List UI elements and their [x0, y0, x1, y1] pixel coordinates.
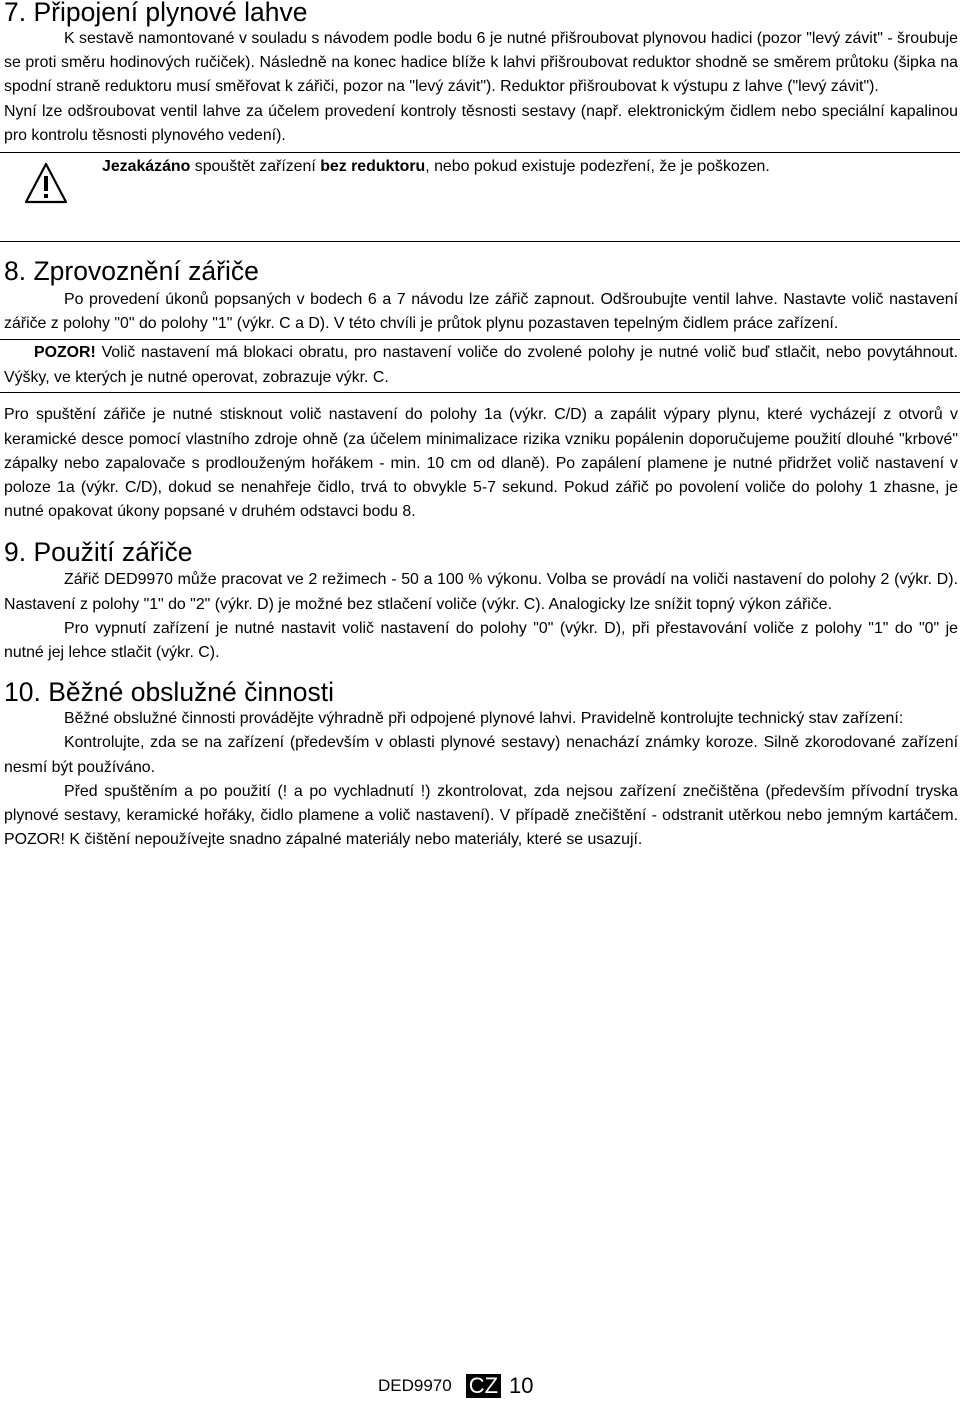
section-10-paragraph-1: Běžné obslužné činnosti provádějte výhradně při odpojené plynové lahvi. Pravidelně kontrolujte technický stav zařízení: [64, 710, 904, 728]
page-footer [378, 1374, 534, 1398]
section-9-paragraph-2: Pro vypnutí zařízení je nutné nastavit volič nastavení do polohy "0" (výkr. D), při přestavování voliče z polohy "1" do "0" je nutné jej lehce stlačit (výkr. C). [4, 619, 958, 662]
caution-label: POZOR! [34, 344, 96, 362]
section-8-paragraph-2: Pro spuštění zářiče je nutné stisknout volič nastavení do polohy 1a (výkr. C/D) a zapálit výpary plynu, které vycházejí z otvorů v keramické desce pomocí vlastního zdroje ohně (za účelem minimalizace rizika vzniku popálenin doporučujeme použití dlouhé "krbové" zápalky nebo zapalovače s prodlouženým hořákem - min. 10 cm od dlaně). Po zapálení plamene je nutné přidržet volič nastavení v poloze 1a (výkr. C/D), dokud se nenahřeje čidlo, trvá to obvykle 5-7 sekund. Pokud zářič po povolení voliče do polohy 1 zhasne, je nutné opakovat úkony popsané v druhém odstavci bodu 8. [4, 406, 958, 521]
footer-page-number: 10 [509, 1373, 534, 1398]
section-7-title: 7. Připojení plynové lahve [4, 0, 308, 27]
section-10-paragraph-2: Kontrolujte, zda se na zařízení (především v oblasti plynové sestavy) nenachází známky koroze. Silně zkorodované zařízení nesmí být používáno. [4, 734, 958, 776]
section-9-paragraph-1: Zářič DED9970 může pracovat ve 2 režimech - 50 a 100 % výkonu. Volba se provádí na voliči nastavení do polohy 2 (výkr. D). Nastavení z polohy "1" do "2" (výkr. D) je možné bez stlačení voliče (výkr. C). Analogicky lze snížit topný výkon zářiče. [4, 571, 958, 613]
warning-bold-1: Jezakázáno [102, 158, 191, 176]
caution-text [0, 340, 960, 390]
section-9-title: 9. Použití zářiče [4, 537, 193, 568]
section-8-title: 8. Zprovoznění zářiče [4, 256, 259, 287]
warning-triangle-icon [23, 161, 69, 205]
section-10-title: 10. Běžné obslužné činnosti [4, 677, 334, 708]
footer-model: DED9970 [378, 1376, 452, 1395]
section-8-paragraph-1: Po provedení úkonů popsaných v bodech 6 a 7 návodu lze zářič zapnout. Odšroubujte ventil lahve. Nastavte volič nastavení zářiče z polohy "0" do polohy "1" (výkr. C a D). V této chvíli je průtok plynu pozastaven tepelným čidlem práce zařízení. [4, 291, 958, 333]
warning-text-2: , nebo pokud existuje podezření, že je poškozen. [425, 158, 770, 176]
caution-box [0, 339, 960, 393]
section-10-paragraph-3: Před spuštěním a po použití (! a po vychladnutí !) zkontrolovat, zda nejsou zařízení znečištěna (především přívodní tryska plynové sestavy, keramické hořáky, čidlo plamene a volič nastavení). V případě znečištění - odstranit utěrkou nebo jemným kartáčem. POZOR! K čištění nepoužívejte snadno zápalné materiály nebo materiály, které se usazují. [4, 782, 958, 849]
caution-body: Volič nastavení má blokaci obratu, pro nastavení voliče do zvolené polohy je nutné volič buď stlačit, nebo povytáhnout. Výšky, ve kterých je nutné operovat, zobrazuje výkr. C. [4, 344, 958, 387]
warning-bold-2: bez reduktoru [320, 158, 426, 176]
warning-text [102, 155, 770, 179]
section-7-paragraph-1: K sestavě namontované v souladu s návodem podle bodu 6 je nutné přišroubovat plynovou hadici (pozor "levý závit" - šroubuje se proti směru hodinových ručiček). Následně na konec hadice blíže k lahvi přišroubovat reduktor shodně se směrem průtoku (šipka na spodní straně reduktoru musí směřovat k zářiči, pozor na "levý závit"). Reduktor přišroubovat k výstupu z lahve ("levý závit"). [4, 30, 958, 96]
section-7-paragraph-2: Nyní lze odšroubovat ventil lahve za účelem provedení kontroly těsnosti sestavy (např. elektronickým čidlem nebo speciální kapalinou pro kontrolu těsnosti plynového vedení). [4, 102, 958, 144]
warning-text-1: spouštět zařízení [190, 158, 321, 176]
warning-box [0, 152, 960, 242]
footer-language-badge: CZ [466, 1374, 501, 1398]
